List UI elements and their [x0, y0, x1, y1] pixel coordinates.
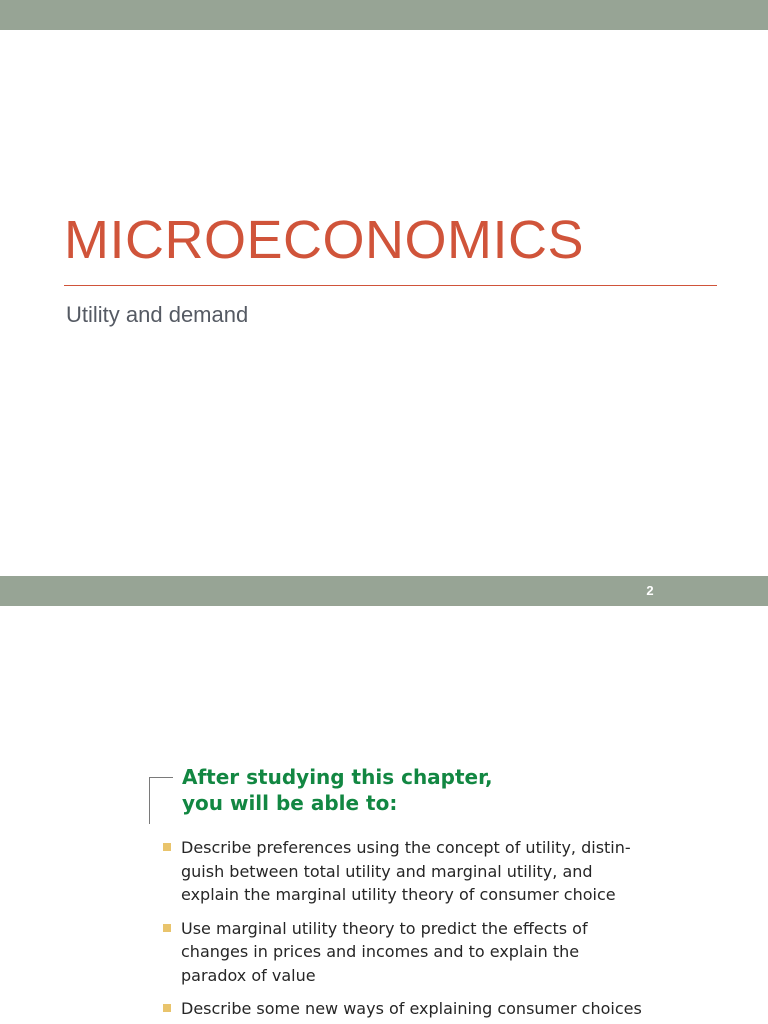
objectives-heading-line: After studying this chapter,	[182, 765, 493, 789]
list-item	[162, 997, 642, 1021]
list-item	[162, 836, 631, 907]
bullet-icon	[163, 924, 171, 932]
list-item-line: Describe some new ways of explaining consumer choices	[181, 999, 642, 1018]
page-number: 2	[646, 583, 654, 598]
objectives-frame-top	[149, 777, 173, 778]
objectives-frame-left	[149, 777, 150, 824]
bullet-icon	[163, 843, 171, 851]
list-item-line: Describe preferences using the concept of utility, distin-	[181, 838, 631, 857]
list-item-line: Use marginal utility theory to predict the effects of	[181, 918, 588, 938]
objectives-heading-line: you will be able to:	[182, 791, 398, 815]
objectives-list	[162, 836, 642, 1024]
title-underline	[64, 285, 717, 286]
bullet-icon	[163, 1004, 171, 1012]
list-item-line: changes in prices and incomes and to explain the	[181, 942, 580, 961]
slide-top-bar	[0, 0, 768, 30]
list-item	[162, 917, 622, 988]
slide-subtitle: Utility and demand	[66, 302, 249, 327]
list-item-line: paradox of value	[181, 965, 316, 985]
list-item-line: guish between total utility and marginal utility, and	[181, 861, 593, 881]
objectives-heading	[182, 764, 493, 816]
slide-title: MICROECONOMICS	[64, 210, 584, 270]
list-item-line: explain the marginal utility theory of consumer choice	[181, 885, 616, 904]
